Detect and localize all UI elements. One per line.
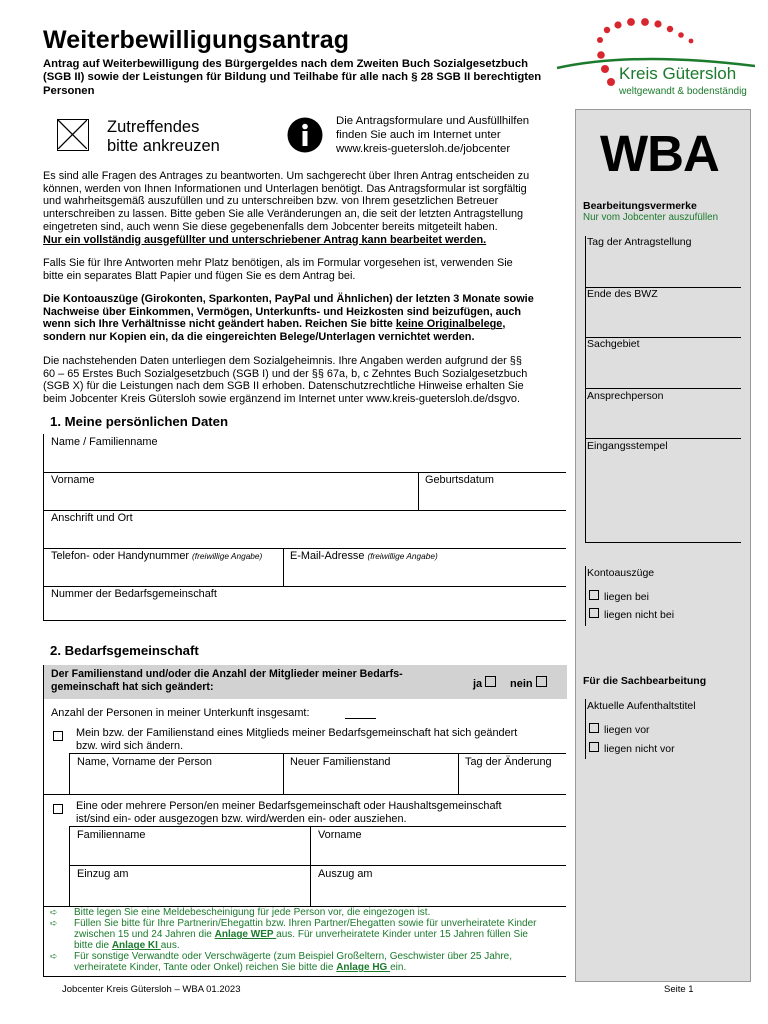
checkbox-x-icon	[57, 119, 89, 151]
note-2-text: aus.	[160, 940, 180, 952]
info-line2: finden Sie auch im Internet unter	[336, 128, 501, 141]
liegen-nicht-bei-option[interactable]	[589, 608, 674, 621]
nein-option[interactable]	[510, 676, 547, 690]
name-field[interactable]: Name / Familienname	[51, 436, 158, 448]
eingangsstempel-field[interactable]: Eingangsstempel	[587, 440, 668, 452]
divider	[43, 548, 566, 549]
tag-antrag-field[interactable]: Tag der Antragstellung	[587, 236, 692, 248]
vorname-field[interactable]: Vorname	[51, 474, 95, 486]
note-2-line	[74, 929, 553, 940]
optional-note: (freiwillige Angabe)	[367, 551, 438, 561]
sachgebiet-field[interactable]: Sachgebiet	[587, 338, 640, 350]
familienname-field[interactable]: Familienname	[77, 829, 146, 841]
liegen-nicht-bei-label: liegen nicht bei	[604, 609, 675, 621]
no-originals-text: keine Originalbelege	[395, 318, 503, 331]
col-status[interactable]: Neuer Familienstand	[290, 756, 391, 768]
bwz-field[interactable]: Ende des BWZ	[587, 288, 658, 300]
ja-checkbox[interactable]	[485, 676, 496, 687]
section1-title: 1. Meine persönlichen Daten	[50, 414, 229, 429]
documents-paragraph	[43, 293, 563, 344]
liegen-vor-checkbox[interactable]	[589, 723, 599, 733]
documents-line	[43, 318, 563, 331]
divider	[585, 566, 586, 626]
anzahl-label: Anzahl der Personen in meiner Unterkunft insgesamt:	[51, 707, 310, 719]
divider	[69, 753, 70, 794]
liegen-nicht-vor-checkbox[interactable]	[589, 742, 599, 752]
intro-line: unterschreiben zu lassen. Bitte geben Sie alle Veränderungen an, die seit der letzten Antragstellung	[43, 208, 524, 221]
note-2-line: Füllen Sie bitte für Ihre Partnerin/Ehegattin bzw. Ihren Partner/Ehegatten sowie für unverheiratete Kinder	[74, 918, 537, 929]
liegen-bei-label: liegen bei	[604, 591, 649, 603]
space-paragraph	[43, 257, 563, 282]
section2-frame	[43, 665, 44, 977]
geburtsdatum-field[interactable]: Geburtsdatum	[425, 474, 495, 486]
note-3-line	[74, 962, 553, 973]
email-field[interactable]	[290, 550, 438, 562]
page-subtitle: Antrag auf Weiterbewilligung des Bürgergeldes nach dem Zweiten Buch Sozialgesetzbuch (SGB II) sowie der Leistungen für Bildung und Teilhabe für alle nach § 28 SGB II berechtigten Personen	[43, 58, 542, 97]
kontoauszuege-label: Kontoauszüge	[587, 567, 655, 579]
section1-frame	[43, 434, 44, 620]
auszug-field[interactable]: Auszug am	[318, 868, 373, 880]
divider	[43, 510, 566, 511]
liegen-vor-label: liegen vor	[604, 724, 650, 736]
change2-line: ist/sind ein- oder ausgezogen bzw. wird/werden ein- oder ausziehen.	[76, 812, 407, 825]
ansprechperson-field[interactable]: Ansprechperson	[587, 390, 664, 402]
bearbeitung-note: Nur vom Jobcenter auszufüllen	[583, 212, 719, 223]
divider	[69, 865, 566, 866]
divider	[585, 388, 741, 389]
note-2-line	[74, 940, 553, 951]
col-date[interactable]: Tag der Änderung	[465, 756, 552, 768]
hint-text	[107, 118, 220, 156]
note-2	[50, 918, 553, 952]
info-link[interactable]: www.kreis-guetersloh.de/jobcenter	[336, 142, 511, 155]
change1-text	[76, 727, 517, 752]
telefon-label: Telefon- oder Handynummer	[51, 550, 190, 562]
divider	[43, 586, 566, 587]
info-text	[336, 115, 529, 156]
change1-line: bzw. wird sich ändern.	[76, 739, 184, 752]
anzahl-input[interactable]	[345, 718, 376, 719]
intro-bold-line: Nur ein vollständig ausgefüllter und unterschriebener Antrag kann bearbeitet werden.	[43, 233, 487, 246]
intro-line: eingetreten sind, auch wenn Sie diese gegebenenfalls dem Jobcenter bereits mitgeteilt haben.	[43, 220, 498, 233]
hint-line2: bitte ankreuzen	[107, 137, 220, 155]
note-1-text: Bitte legen Sie eine Meldebescheinigung für jede Person vor, die eingezogen ist.	[74, 907, 431, 918]
email-label: E-Mail-Adresse	[290, 550, 365, 562]
nein-label: nein	[510, 678, 533, 690]
liegen-vor-option[interactable]	[589, 723, 650, 736]
divider	[43, 976, 566, 977]
vorname2-field[interactable]: Vorname	[318, 829, 362, 841]
footer-right: Seite 1	[664, 984, 694, 995]
space-line: Falls Sie für Ihre Antworten mehr Platz benötigen, als im Formular vorgesehen ist, verwenden Sie	[43, 257, 513, 269]
note-2-text: bitte die	[74, 940, 112, 952]
einzug-field[interactable]: Einzug am	[77, 868, 129, 880]
ja-label: ja	[473, 678, 483, 690]
divider	[585, 236, 586, 542]
arrow-icon: ➪	[50, 907, 58, 917]
change2-line: Eine oder mehrere Person/en meiner Bedarfsgemeinschaft oder Haushaltsgemeinschaft	[76, 800, 502, 812]
telefon-field[interactable]	[51, 550, 262, 562]
question-text	[51, 668, 403, 694]
space-line: bitte ein separates Blatt Papier und fügen Sie es dem Antrag bei.	[43, 269, 356, 282]
sachbearbeitung-heading: Für die Sachbearbeitung	[583, 675, 707, 687]
intro-line: und wahrheitsgemäß auszufüllen und zu unterschreiben bzw. von Ihrem gesetzlichen Betreuer	[43, 195, 499, 208]
info-line1: Die Antragsformulare und Ausfüllhilfen	[336, 115, 530, 127]
anlage-ki-link[interactable]: Anlage KI	[111, 940, 161, 952]
intro-line: Es sind alle Fragen des Antrages zu beantworten. Um sachgerecht über Ihren Antrag entscheiden zu	[43, 170, 530, 182]
note-3-text: ein.	[390, 962, 407, 974]
divider	[283, 548, 284, 586]
documents-line: Nachweise über Einkommen, Vermögen, Unterkunfts- und Heizkosten sind beizufügen, auch	[43, 305, 522, 318]
divider	[310, 826, 311, 906]
col-name[interactable]: Name, Vorname der Person	[77, 756, 212, 768]
change1-line: Mein bzw. der Familienstand eines Mitglieds meiner Bedarfsgemeinschaft hat sich geändert	[76, 727, 518, 739]
note-1	[50, 907, 553, 918]
logo-tagline: weltgewandt & bodenständig	[619, 86, 747, 97]
documents-line: sondern nur Kopien ein, da die eingereichten Belege/Unterlagen vernichtet werden.	[43, 331, 475, 344]
change2-checkbox[interactable]	[53, 804, 63, 814]
documents-text: ,	[502, 318, 506, 331]
bg-nummer-field[interactable]: Nummer der Bedarfsgemeinschaft	[51, 588, 217, 600]
question-line: Der Familienstand und/oder die Anzahl der Mitglieder meiner Bedarfs-	[51, 668, 403, 680]
anlage-wep-link[interactable]: Anlage WEP	[214, 929, 277, 941]
form-code: WBA	[600, 125, 719, 182]
divider	[69, 826, 566, 827]
documents-line: Die Kontoauszüge (Girokonten, Sparkonten, PayPal und Ähnlichen) der letzten 3 Monate sowie	[43, 293, 534, 305]
note-3	[50, 951, 553, 974]
intro-line: können, werden von Ihnen Informationen und Unterlagen benötigt. Das Antragsformular ist sorgfältig	[43, 182, 527, 195]
liegen-nicht-bei-checkbox[interactable]	[589, 608, 599, 618]
footer-left: Jobcenter Kreis Gütersloh – WBA 01.2023	[62, 984, 241, 995]
divider	[69, 826, 70, 906]
liegen-nicht-vor-label: liegen nicht vor	[604, 743, 675, 755]
bearbeitung-heading: Bearbeitungsvermerke	[583, 200, 697, 212]
documents-text: wenn sich Ihre Verhältnisse nicht geändert haben. Reichen Sie bitte	[43, 318, 396, 331]
privacy-paragraph	[43, 355, 563, 406]
privacy-line: (SGB X) für die Leistungen nach dem SGB II erhoben. Datenschutzrechtliche Hinweise erhalten Sie	[43, 380, 524, 393]
divider	[283, 753, 284, 794]
privacy-line: beim Jobcenter Kreis Gütersloh sowie ergänzend im Internet unter www.kreis-guetersloh.de/dsgvo.	[43, 393, 521, 406]
privacy-line: 60 – 65 Erstes Buch Sozialgesetzbuch (SGB I) und der §§ 67a, b, c Zehntes Buch Sozialgesetzbuch	[43, 367, 528, 380]
divider	[585, 699, 586, 759]
change2-text	[76, 800, 502, 825]
ja-option[interactable]	[473, 676, 496, 690]
logo-main-text: Kreis Gütersloh	[619, 64, 737, 83]
question-line: gemeinschaft hat sich geändert:	[51, 681, 214, 693]
anschrift-field[interactable]: Anschrift und Ort	[51, 512, 133, 524]
aufenthaltstitel-label: Aktuelle Aufenthaltstitel	[587, 700, 696, 712]
liegen-nicht-vor-option[interactable]	[589, 742, 675, 755]
divider	[585, 542, 741, 543]
intro-paragraph	[43, 170, 563, 246]
divider	[43, 794, 566, 795]
divider	[585, 438, 741, 439]
note-3-text: verheiratete Kinder, Tante oder Onkel) reichen Sie bitte die	[74, 962, 337, 974]
optional-note: (freiwillige Angabe)	[192, 551, 263, 561]
liegen-bei-option[interactable]	[589, 590, 649, 603]
note-2-text: zwischen 15 und 24 Jahren die	[74, 929, 215, 941]
nein-checkbox[interactable]	[536, 676, 547, 687]
section2-title: 2. Bedarfsgemeinschaft	[50, 643, 199, 658]
divider	[43, 472, 566, 473]
page-title: Weiterbewilligungsantrag	[43, 26, 350, 54]
privacy-line: Die nachstehenden Daten unterliegen dem Sozialgeheimnis. Ihre Angaben werden aufgrund der §§	[43, 355, 522, 367]
divider	[43, 620, 566, 621]
arrow-icon: ➪	[50, 918, 58, 928]
divider	[69, 753, 566, 754]
liegen-bei-checkbox[interactable]	[589, 590, 599, 600]
anlage-hg-link[interactable]: Anlage HG	[336, 962, 391, 974]
logo	[555, 16, 755, 106]
note-3-line: Für sonstige Verwandte oder Verschwägerte (zum Beispiel Großeltern, Geschwister über 25 Jahre,	[74, 951, 512, 962]
info-icon	[287, 117, 323, 153]
divider	[418, 472, 419, 510]
note-2-text: aus. Für unverheiratete Kinder unter 15 Jahren füllen Sie	[276, 929, 528, 941]
divider	[458, 753, 459, 794]
hint-line1: Zutreffendes	[107, 118, 200, 136]
change1-checkbox[interactable]	[53, 731, 63, 741]
arrow-icon: ➪	[50, 951, 58, 961]
